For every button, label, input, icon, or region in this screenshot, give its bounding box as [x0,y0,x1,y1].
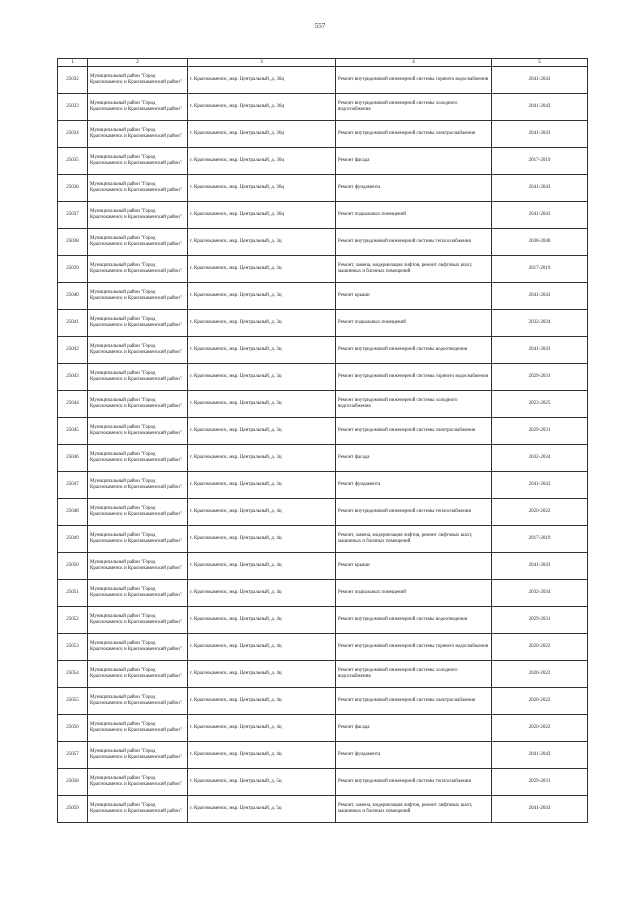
table-header-row [58,59,588,67]
row-number-cell: 25052 [58,607,88,634]
period-cell: 2020-2022 [492,499,588,526]
work-type-cell: Ремонт внутридомовой инженерной системы водоотведения [336,607,492,634]
municipality-cell: Муниципальный район "Город Краснокаменск и Краснокаменский район" [88,148,188,175]
address-cell: г. Краснокаменск, мкр. Центральный, д. 4ц [188,634,336,661]
work-type-cell: Ремонт подвальных помещений [336,310,492,337]
row-number-cell: 25039 [58,256,88,283]
municipality-cell: Муниципальный район "Город Краснокаменск и Краснокаменский район" [88,661,188,688]
table-row [58,94,588,121]
work-type-cell: Ремонт фасада [336,715,492,742]
work-type-cell: Ремонт фундамента [336,742,492,769]
work-type-cell: Ремонт внутридомовой инженерной системы горячего водоснабжения [336,67,492,94]
table-row [58,445,588,472]
municipality-cell: Муниципальный район "Город Краснокаменск и Краснокаменский район" [88,202,188,229]
address-cell: г. Краснокаменск, мкр. Центральный, д. 4ц [188,580,336,607]
municipality-cell: Муниципальный район "Город Краснокаменск и Краснокаменский район" [88,364,188,391]
table-row [58,499,588,526]
column-header: 3 [188,59,336,67]
address-cell: г. Краснокаменск, мкр. Центральный, д. 3ц [188,445,336,472]
column-header: 1 [58,59,88,67]
table-row [58,229,588,256]
address-cell: г. Краснокаменск, мкр. Центральный, д. 3ц [188,472,336,499]
work-type-cell: Ремонт подвальных помещений [336,202,492,229]
municipality-cell: Муниципальный район "Город Краснокаменск и Краснокаменский район" [88,445,188,472]
address-cell: г. Краснокаменск, мкр. Центральный, д. 36ц [188,67,336,94]
work-type-cell: Ремонт крыши [336,553,492,580]
work-type-cell: Ремонт внутридомовой инженерной системы электроснабжения [336,121,492,148]
municipality-cell: Муниципальный район "Город Краснокаменск и Краснокаменский район" [88,418,188,445]
period-cell: 2041-2043 [492,337,588,364]
address-cell: г. Краснокаменск, мкр. Центральный, д. 4ц [188,715,336,742]
address-cell: г. Краснокаменск, мкр. Центральный, д. 4ц [188,688,336,715]
period-cell: 2020-2022 [492,634,588,661]
period-cell: 2041-2043 [492,742,588,769]
address-cell: г. Краснокаменск, мкр. Центральный, д. 3ц [188,391,336,418]
work-type-cell: Ремонт внутридомовой инженерной системы водоотведения [336,337,492,364]
row-number-cell: 25058 [58,769,88,796]
municipality-cell: Муниципальный район "Город Краснокаменск и Краснокаменский район" [88,94,188,121]
table-row [58,121,588,148]
municipality-cell: Муниципальный район "Город Краснокаменск и Краснокаменский район" [88,742,188,769]
municipality-cell: Муниципальный район "Город Краснокаменск и Краснокаменский район" [88,796,188,823]
row-number-cell: 25048 [58,499,88,526]
work-type-cell: Ремонт внутридомовой инженерной системы электроснабжения [336,688,492,715]
work-type-cell: Ремонт фундамента [336,472,492,499]
row-number-cell: 25036 [58,175,88,202]
address-cell: г. Краснокаменск, мкр. Центральный, д. 5ц [188,796,336,823]
municipality-cell: Муниципальный район "Город Краснокаменск и Краснокаменский район" [88,391,188,418]
row-number-cell: 25033 [58,94,88,121]
work-type-cell: Ремонт крыши [336,283,492,310]
municipality-cell: Муниципальный район "Город Краснокаменск и Краснокаменский район" [88,472,188,499]
work-type-cell: Ремонт внутридомовой инженерной системы электроснабжения [336,418,492,445]
period-cell: 2020-2022 [492,688,588,715]
row-number-cell: 25055 [58,688,88,715]
work-type-cell: Ремонт, замена, модернизация лифтов, ремонт лифтовых шахт, машинных и блочных помещений [336,256,492,283]
row-number-cell: 25044 [58,391,88,418]
municipality-cell: Муниципальный район "Город Краснокаменск и Краснокаменский район" [88,634,188,661]
period-cell: 2041-2043 [492,283,588,310]
table-row [58,418,588,445]
address-cell: г. Краснокаменск, мкр. Центральный, д. 36ц [188,175,336,202]
period-cell: 2023-2025 [492,391,588,418]
work-type-cell: Ремонт внутридомовой инженерной системы холодного водоснабжения [336,94,492,121]
page-number: 557 [314,22,326,30]
municipality-cell: Муниципальный район "Город Краснокаменск и Краснокаменский район" [88,553,188,580]
address-cell: г. Краснокаменск, мкр. Центральный, д. 4ц [188,499,336,526]
table-row [58,391,588,418]
row-number-cell: 25056 [58,715,88,742]
period-cell: 2020-2022 [492,715,588,742]
row-number-cell: 25041 [58,310,88,337]
municipality-cell: Муниципальный район "Город Краснокаменск и Краснокаменский район" [88,499,188,526]
work-type-cell: Ремонт, замена, модернизация лифтов, ремонт лифтовых шахт, машинных и блочных помещений [336,796,492,823]
table-row [58,337,588,364]
column-header: 2 [88,59,188,67]
municipality-cell: Муниципальный район "Город Краснокаменск и Краснокаменский район" [88,580,188,607]
row-number-cell: 25037 [58,202,88,229]
row-number-cell: 25032 [58,67,88,94]
table-row [58,634,588,661]
period-cell: 2041-2043 [492,202,588,229]
period-cell: 2029-2031 [492,607,588,634]
table-row [58,553,588,580]
row-number-cell: 25038 [58,229,88,256]
municipality-cell: Муниципальный район "Город Краснокаменск и Краснокаменский район" [88,688,188,715]
municipality-cell: Муниципальный район "Город Краснокаменск и Краснокаменский район" [88,121,188,148]
municipality-cell: Муниципальный район "Город Краснокаменск и Краснокаменский район" [88,337,188,364]
period-cell: 2020-2022 [492,661,588,688]
row-number-cell: 25040 [58,283,88,310]
work-type-cell: Ремонт фундамента [336,175,492,202]
municipality-cell: Муниципальный район "Город Краснокаменск и Краснокаменский район" [88,715,188,742]
table-row [58,364,588,391]
address-cell: г. Краснокаменск, мкр. Центральный, д. 3ц [188,256,336,283]
row-number-cell: 25035 [58,148,88,175]
work-type-cell: Ремонт фасада [336,148,492,175]
period-cell: 2029-2031 [492,769,588,796]
period-cell: 2029-2031 [492,364,588,391]
municipality-cell: Муниципальный район "Город Краснокаменск и Краснокаменский район" [88,175,188,202]
column-header: 4 [336,59,492,67]
period-cell: 2038-2040 [492,229,588,256]
period-cell: 2041-2043 [492,553,588,580]
work-type-cell: Ремонт внутридомовой инженерной системы горячего водоснабжения [336,634,492,661]
address-cell: г. Краснокаменск, мкр. Центральный, д. 5ц [188,769,336,796]
table-row [58,688,588,715]
row-number-cell: 25042 [58,337,88,364]
row-number-cell: 25047 [58,472,88,499]
table-row [58,283,588,310]
table-row [58,67,588,94]
address-cell: г. Краснокаменск, мкр. Центральный, д. 36ц [188,202,336,229]
address-cell: г. Краснокаменск, мкр. Центральный, д. 4ц [188,526,336,553]
table-row [58,580,588,607]
work-type-cell: Ремонт внутридомовой инженерной системы теплоснабжения [336,499,492,526]
period-cell: 2029-2031 [492,418,588,445]
period-cell: 2032-2034 [492,580,588,607]
table-row [58,202,588,229]
table-row [58,256,588,283]
row-number-cell: 25045 [58,418,88,445]
municipality-cell: Муниципальный район "Город Краснокаменск и Краснокаменский район" [88,769,188,796]
period-cell: 2017-2019 [492,256,588,283]
municipality-cell: Муниципальный район "Город Краснокаменск и Краснокаменский район" [88,229,188,256]
period-cell: 2017-2019 [492,526,588,553]
table-body [58,67,588,823]
table-row [58,472,588,499]
period-cell: 2041-2043 [492,175,588,202]
work-type-cell: Ремонт внутридомовой инженерной системы холодного водоснабжения [336,661,492,688]
municipality-cell: Муниципальный район "Город Краснокаменск и Краснокаменский район" [88,67,188,94]
work-type-cell: Ремонт внутридомовой инженерной системы теплоснабжения [336,229,492,256]
table-row [58,175,588,202]
period-cell: 2041-2043 [492,472,588,499]
municipality-cell: Муниципальный район "Город Краснокаменск и Краснокаменский район" [88,283,188,310]
table-row [58,715,588,742]
address-cell: г. Краснокаменск, мкр. Центральный, д. 4ц [188,742,336,769]
address-cell: г. Краснокаменск, мкр. Центральный, д. 4ц [188,607,336,634]
repair-schedule-table [57,58,588,823]
row-number-cell: 25050 [58,553,88,580]
row-number-cell: 25034 [58,121,88,148]
work-type-cell: Ремонт подвальных помещений [336,580,492,607]
address-cell: г. Краснокаменск, мкр. Центральный, д. 4ц [188,661,336,688]
work-type-cell: Ремонт фасада [336,445,492,472]
address-cell: г. Краснокаменск, мкр. Центральный, д. 36ц [188,148,336,175]
row-number-cell: 25046 [58,445,88,472]
row-number-cell: 25057 [58,742,88,769]
address-cell: г. Краснокаменск, мкр. Центральный, д. 3ц [188,310,336,337]
municipality-cell: Муниципальный район "Город Краснокаменск и Краснокаменский район" [88,526,188,553]
table-row [58,607,588,634]
address-cell: г. Краснокаменск, мкр. Центральный, д. 3ц [188,283,336,310]
row-number-cell: 25049 [58,526,88,553]
table-row [58,526,588,553]
period-cell: 2041-2043 [492,121,588,148]
address-cell: г. Краснокаменск, мкр. Центральный, д. 3ц [188,418,336,445]
municipality-cell: Муниципальный район "Город Краснокаменск и Краснокаменский район" [88,607,188,634]
row-number-cell: 25043 [58,364,88,391]
table-row [58,661,588,688]
address-cell: г. Краснокаменск, мкр. Центральный, д. 3ц [188,229,336,256]
address-cell: г. Краснокаменск, мкр. Центральный, д. 4ц [188,553,336,580]
address-cell: г. Краснокаменск, мкр. Центральный, д. 36ц [188,121,336,148]
address-cell: г. Краснокаменск, мкр. Центральный, д. 3ц [188,337,336,364]
work-type-cell: Ремонт внутридомовой инженерной системы горячего водоснабжения [336,364,492,391]
period-cell: 2041-2043 [492,796,588,823]
period-cell: 2017-2019 [492,148,588,175]
period-cell: 2032-2034 [492,310,588,337]
column-header: 5 [492,59,588,67]
municipality-cell: Муниципальный район "Город Краснокаменск и Краснокаменский район" [88,310,188,337]
period-cell: 2032-2034 [492,445,588,472]
period-cell: 2041-2043 [492,94,588,121]
work-type-cell: Ремонт, замена, модернизация лифтов, ремонт лифтовых шахт, машинных и блочных помещений [336,526,492,553]
row-number-cell: 25051 [58,580,88,607]
row-number-cell: 25054 [58,661,88,688]
table-row [58,310,588,337]
table-row [58,796,588,823]
period-cell: 2041-2043 [492,67,588,94]
table-row [58,769,588,796]
address-cell: г. Краснокаменск, мкр. Центральный, д. 3ц [188,364,336,391]
municipality-cell: Муниципальный район "Город Краснокаменск и Краснокаменский район" [88,256,188,283]
row-number-cell: 25053 [58,634,88,661]
table-row [58,742,588,769]
table-row [58,148,588,175]
address-cell: г. Краснокаменск, мкр. Центральный, д. 36ц [188,94,336,121]
work-type-cell: Ремонт внутридомовой инженерной системы холодного водоснабжения [336,391,492,418]
work-type-cell: Ремонт внутридомовой инженерной системы теплоснабжения [336,769,492,796]
row-number-cell: 25059 [58,796,88,823]
